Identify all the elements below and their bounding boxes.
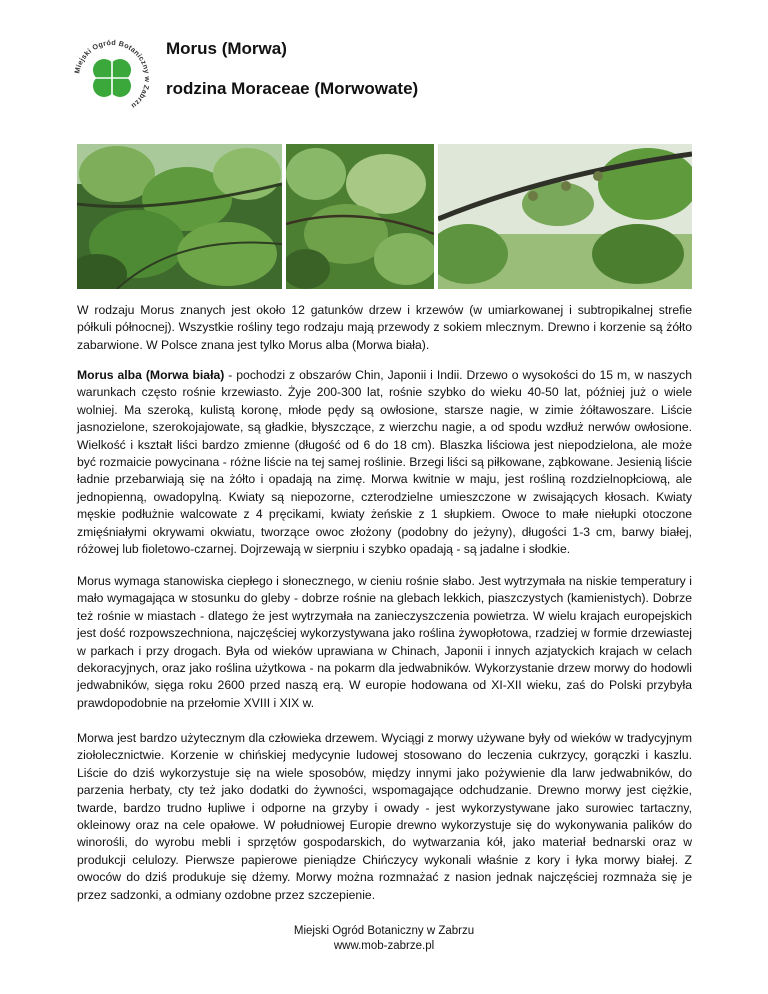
description-paragraph: [77, 367, 692, 558]
uses-paragraph: Morwa jest bardzo użytecznym dla człowieka drzewem. Wyciągi z morwy używane były od wieków w tradycyjnym ziołolecznictwie. Korzenie w chińskiej medycynie ludowej stosowano do leczenia cukrzycy, gorączki i kaszlu. Liście do dziś wykorzystuje się na wiele sposobów, między innymi jako pożywienie dla larw jedwabników, do parzenia herbaty, cty też jako dodatki do żywności, wspomagające odchudzanie. Drewno morwy jest ciężkie, twarde, bardzo trudno łupliwe i odporne na grzyby i owady - jest wykorzystywane jako surowiec tartaczny, okleinowy oraz na cele opałowe. W południowej Europie drewno wykorzystuje się do wykonywania palików do winorośli, do wyrobu mebli i sprzętów gospodarskich, do wytwarzania kół, jako materiał bednarski oraz w produkcji celulozy. Pierwsze papierowe pieniądze Chińczycy wykonali właśnie z kory i łyka morwy białej. Z owoców do dziś produkuje się dżemy. Morwy można rozmnażać z nasion jednak najczęściej rozmnaża się je przez sadzonki, a odmiany ozdobne przez szczepienie.: [77, 731, 692, 902]
logo-ring-text: Miejski Ogród Botaniczny w Zabrzu: [72, 37, 153, 111]
footer-url: www.mob-zabrze.pl: [333, 940, 435, 952]
four-leaf-clover-icon: [70, 36, 154, 120]
garden-logo: [70, 36, 154, 120]
intro-paragraph: W rodzaju Morus znanych jest około 12 gatunków drzew i krzewów (w umiarkowanej i subtropikalnej strefie półkuli północnej). Wszystkie rośliny tego rodzaju mają przewody z sokiem mlecznym. Drewno i korzenie są żółto zabarwione. W Polsce znana jest tylko Morus alba (Morwa biała).: [77, 303, 692, 352]
page-title: Morus (Morwa): [166, 39, 287, 58]
mulberry-leaves-photo: [77, 144, 282, 289]
footer-name: Miejski Ogród Botaniczny w Zabrzu: [293, 925, 475, 937]
species-name: Morus alba (Morwa biała): [77, 368, 225, 382]
mulberry-branch-photo: [286, 144, 434, 289]
description-text: - pochodzi z obszarów Chin, Japonii i Indii. Drzewo o wysokości do 15 m, w naszych warunkach często rośnie krzewiasto. Żyje 200-300 lat, rośnie szybko do wieku 40-50 lat, później już o wiele wolniej. Ma szeroką, kulistą koronę, młode pędy są owłosione, starsze nagie, w zimie żółtawoszare. Liście jasnozielone, szerokojajowate, są gładkie, błyszczące, z wierzchu nagie, a od spodu wzdłuż nerwów owłosione. Wielkość i kształt liści bardzo zmienne (długość od 6 do 18 cm). Blaszka liściowa jest niepodzielona, ale może być rozmaicie powycinana - różne liście na tej samej roślinie. Brzegi liści są piłkowane, ząbkowane. Jesienią liście ładnie przebarwiają się na żółto i opadają na zimę. Morwa kwitnie w maju, jest rośliną rozdzielnopłciową, ale jednopienną, owadopylną. Kwiaty są niepozorne, czterodzielne umieszczone w zwisających kłosach. Kwiaty męskie podłużnie walcowate z 4 pręcikami, kwiaty żeńskie z 1 słupkiem. Owoce to małe niełupki otoczone zmięśniałymi okrywami okwiatu, tworzące owoc złożony (podobny do jeżyny), długości 1-3 cm, barwy białej, różowej lub fioletowo-czarnej. Dojrzewają w sierpniu i szybko opadają - są jadalne i słodkie.: [77, 368, 692, 557]
habitat-paragraph: Morus wymaga stanowiska ciepłego i słonecznego, w cieniu rośnie słabo. Jest wytrzymała na niskie temperatury i mało wymagająca w stosunku do gleby - dobrze rośnie na glebach lekkich, piaszczystych (kamienistych). Dobrze też rośnie w miastach - dlatego że jest wytrzymała na zanieczyszczenia powietrza. W wielu krajach europejskich jest dość rozpowszechniona, najczęściej wykorzystywana jako roślina żywopłotowa, rzadziej w formie drzewiastej w parkach i przy drogach. Była od wieków uprawiana w Chinach, Japonii i innych azjatyckich krajach w celach dekoracyjnych, oraz jako roślina użytkowa - na pokarm dla jedwabników. Wykorzystanie drzew morwy do hodowli jedwabników, sięga roku 2600 przed naszą erą. W europie hodowana od XI-XII wieku, zaś do Polski przybyła prawdopodobnie na przełomie XVIII i XIX w.: [77, 574, 692, 710]
family-subtitle: rodzina Moraceae (Morwowate): [166, 79, 419, 98]
mulberry-fruit-photo: [438, 144, 692, 289]
